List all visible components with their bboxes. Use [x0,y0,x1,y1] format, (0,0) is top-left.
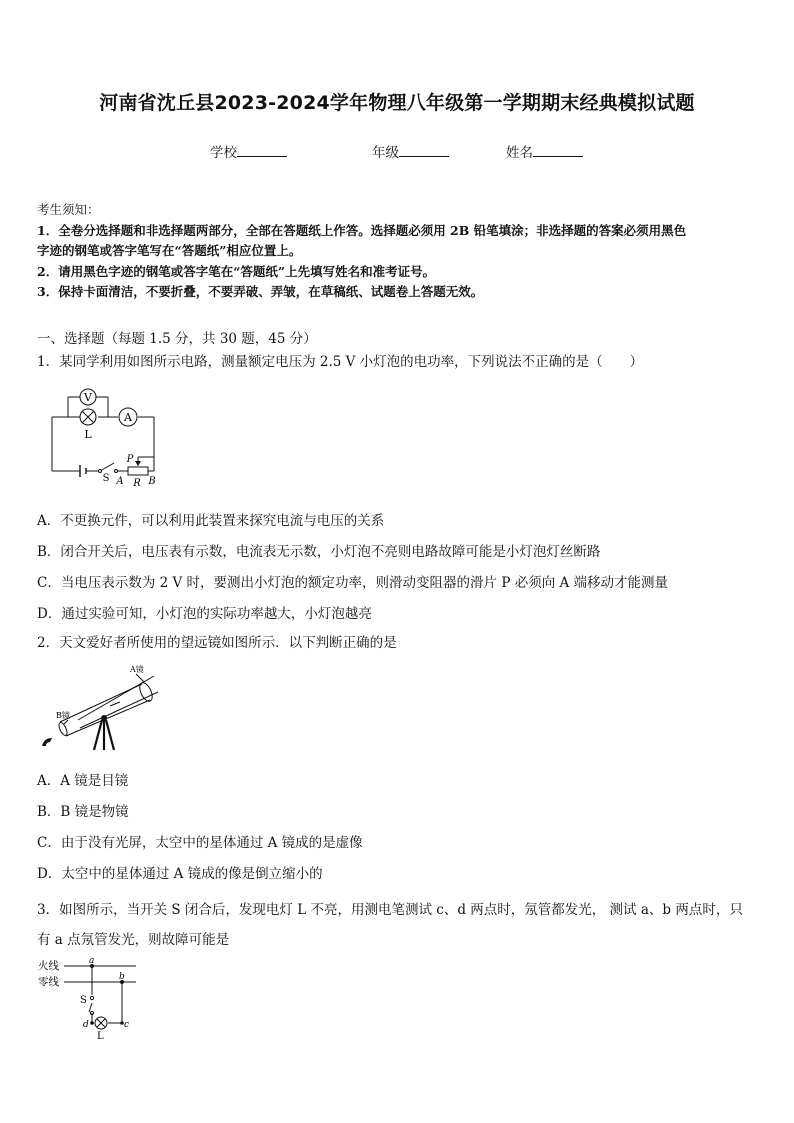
question-2-stem: 2．天文爱好者所使用的望远镜如图所示．以下判断正确的是 [37,635,397,651]
question-3-stem-line-2: 有 a 点氖管发光，则故障可能是 [37,932,230,948]
notice-item: 字迹的钢笔或答字笔写在“答题纸”相应位置上。 [37,243,302,258]
notice-item: 3．保持卡面清洁，不要折叠，不要弄破、弄皱，在草稿纸、试题卷上答题无效。 [37,284,484,299]
grade-field[interactable] [372,141,449,161]
q2-option-a: A．A 镜是目镜 [37,773,129,789]
point-d-label: d [83,1020,89,1030]
lens-a-label: A镜 [130,665,144,674]
grade-label: 年级 [372,145,399,161]
q1-circuit-figure [40,383,170,493]
school-label: 学校 [210,145,237,161]
section-title: 一、选择题（每题 1.5 分，共 30 题，45 分） [37,331,317,347]
switch-label: S [80,995,87,1006]
point-b-label: b [119,972,125,982]
q2-option-b: B．B 镜是物镜 [37,804,129,820]
live-wire-label: 火线 [38,960,59,972]
grade-blank[interactable] [399,143,449,157]
voltmeter-label: V [84,391,92,404]
notice-item: 2．请用黑色字迹的钢笔或答字笔在“答题纸”上先填写姓名和准考证号。 [37,263,436,279]
question-3-stem-line-1: 3．如图所示，当开关 S 闭合后，发现电灯 L 不亮，用测电笔测试 c、d 两点时，氖管都发光， 测试 a、b 两点时，只 [37,902,743,918]
q3-wiring-figure [36,955,146,1040]
name-blank[interactable] [533,143,583,157]
name-label: 姓名 [506,145,533,161]
slider-label: P [126,454,134,465]
school-blank[interactable] [237,143,287,157]
notice-item: 1．全卷分选择题和非选择题两部分，全部在答题纸上作答。选择题必须用 2B 铅笔填涂；非选择题的答案必须用黑色 [37,222,687,238]
lens-b-label: B镜 [56,711,70,720]
question-1-stem: 1．某同学利用如图所示电路，测量额定电压为 2.5 V 小灯泡的电功率，下列说法不正确的是（ ） [37,354,644,370]
name-field[interactable] [506,141,583,161]
neutral-wire-label: 零线 [38,976,59,988]
switch-label: S [102,473,110,484]
lamp-label: L [84,428,92,441]
q1-option-a: A．不更换元件，可以利用此装置来探究电流与电压的关系 [37,513,385,529]
end-a-label: A [116,476,124,487]
ammeter-label: A [124,411,132,424]
end-b-label: B [148,476,156,487]
q2-telescope-figure [38,662,168,757]
observer-eye [42,738,52,746]
slider-arrow [135,461,141,466]
q2-option-c: C．由于没有光屏，太空中的星体通过 A 镜成的是虚像 [37,835,363,851]
lamp-label: L [97,1031,104,1040]
page-title: 河南省沈丘县2023-2024学年物理八年级第一学期期末经典模拟试题 [99,92,695,114]
school-field[interactable] [210,141,287,161]
q2-option-d: D．太空中的星体通过 A 镜成的像是倒立缩小的 [37,866,323,882]
q1-option-c: C．当电压表示数为 2 V 时，要测出小灯泡的额定功率，则滑动变阻器的滑片 P 必须向 A 端移动才能测量 [37,575,669,591]
q1-option-d: D．通过实验可知，小灯泡的实际功率越大，小灯泡越亮 [37,606,372,622]
notice-block [37,200,686,303]
notice-heading: 考生须知： [37,202,100,217]
q1-option-b: B．闭合开关后，电压表有示数，电流表无示数，小灯泡不亮则电路故障可能是小灯泡灯丝断路 [37,544,601,560]
point-c-label: c [124,1020,130,1030]
point-a-label: a [89,956,95,966]
resistor-label: R [133,478,141,489]
